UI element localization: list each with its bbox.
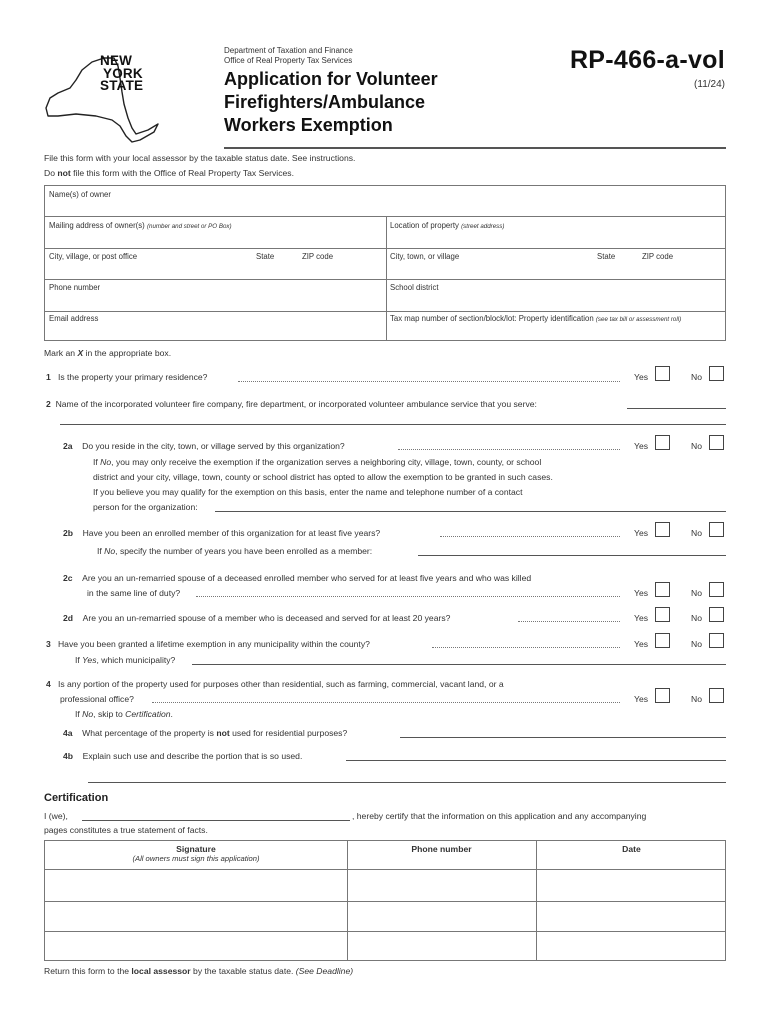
q2c-yes-label: Yes xyxy=(634,588,649,598)
q1-yes-checkbox[interactable] xyxy=(655,366,670,381)
question-4a: 4a What percentage of the property is not used for residential purposes? xyxy=(63,728,348,738)
q3-no-label: No xyxy=(691,639,702,649)
question-2c-line-2: in the same line of duty? xyxy=(87,588,181,598)
certification-statement: , hereby certify that the information on this application and any accompanying xyxy=(352,811,647,821)
signature-cell-3[interactable] xyxy=(45,932,347,961)
mailing-address-field[interactable]: Mailing address of owner(s) (number and street or PO Box) xyxy=(49,221,232,230)
signature-table xyxy=(44,840,726,961)
q1-no-label: No xyxy=(691,372,702,382)
question-4-line-2: professional office? xyxy=(60,694,134,704)
question-2d: 2d Are you an un-remarried spouse of a member who is deceased and served for at least 20 years? xyxy=(63,613,451,623)
phone-cell-1[interactable] xyxy=(348,870,536,901)
q2a-no-label: No xyxy=(691,441,702,451)
email-field[interactable]: Email address xyxy=(49,314,99,323)
certification-name-line[interactable] xyxy=(82,820,350,821)
q4-note: If No, skip to Certification. xyxy=(75,709,173,719)
question-3: 3 Have you been granted a lifetime exemption in any municipality within the county? xyxy=(46,639,370,649)
q2d-yes-checkbox[interactable] xyxy=(655,607,670,622)
phone-cell-3[interactable] xyxy=(348,932,536,961)
certification-statement-line-2: pages constitutes a true statement of facts. xyxy=(44,825,208,835)
q2a-yes-label: Yes xyxy=(634,441,649,451)
form-title: Application for Volunteer Firefighters/Ambulance Workers Exemption xyxy=(224,69,438,135)
header-rule xyxy=(224,147,726,149)
phone-field[interactable]: Phone number xyxy=(49,283,101,292)
phone-cell-2[interactable] xyxy=(348,902,536,931)
form-number: RP-466-a-vol xyxy=(569,46,725,74)
q2a-note-1: If No, you may only receive the exemption if the organization serves a neighboring city, village, town, county, or school xyxy=(93,457,542,467)
q4-no-label: No xyxy=(691,694,702,704)
q4-yes-checkbox[interactable] xyxy=(655,688,670,703)
q3-yes-checkbox[interactable] xyxy=(655,633,670,648)
q2a-contact-line[interactable] xyxy=(215,511,726,512)
leader-dots xyxy=(152,695,620,703)
question-2c-line-1: 2c Are you an un-remarried spouse of a deceased enrolled member who served for at least five years and who was killed xyxy=(63,573,532,583)
logo-wordmark: NEW YORK STATE xyxy=(100,53,144,93)
question-1: 1 Is the property your primary residence? xyxy=(46,372,208,382)
leader-dots xyxy=(432,640,620,648)
q2d-no-label: No xyxy=(691,613,702,623)
q2a-note-2: district and your city, village, town, county or school district has opted to allow the exemption to be granted in such cases. xyxy=(93,472,553,482)
mark-instruction: Mark an X in the appropriate box. xyxy=(44,348,172,358)
question-4b: 4b Explain such use and describe the portion that is so used. xyxy=(63,751,303,761)
q1-yes-label: Yes xyxy=(634,372,649,382)
return-instruction: Return this form to the local assessor by the taxable status date. (See Deadline) xyxy=(44,966,354,976)
leader-dots xyxy=(238,374,620,382)
property-city-field[interactable]: City, town, or village xyxy=(390,252,460,261)
q2b-years-line[interactable] xyxy=(418,555,726,556)
q4a-percentage-line[interactable] xyxy=(400,737,726,738)
signature-cell-1[interactable] xyxy=(45,870,347,901)
q1-no-checkbox[interactable] xyxy=(709,366,724,381)
owner-zip-field[interactable]: ZIP code xyxy=(302,252,334,261)
property-zip-field[interactable]: ZIP code xyxy=(642,252,674,261)
q2b-note: If No, specify the number of years you have been enrolled as a member: xyxy=(97,546,373,556)
q2c-no-label: No xyxy=(691,588,702,598)
property-state-field[interactable]: State xyxy=(597,252,616,261)
owner-city-field[interactable]: City, village, or post office xyxy=(49,252,138,261)
date-cell-1[interactable] xyxy=(537,870,726,901)
q2a-no-checkbox[interactable] xyxy=(709,435,724,450)
date-cell-3[interactable] xyxy=(537,932,726,961)
q3-no-checkbox[interactable] xyxy=(709,633,724,648)
date-cell-2[interactable] xyxy=(537,902,726,931)
intro-line-1: File this form with your local assessor by the taxable status date. See instructions. xyxy=(44,153,356,163)
owner-state-field[interactable]: State xyxy=(256,252,275,261)
question-2: 2 Name of the incorporated volunteer fire company, fire department, or incorporated volunteer ambulance service that you serve: xyxy=(46,399,537,409)
signature-column-header: Signature (All owners must sign this application) xyxy=(132,844,260,863)
q2d-yes-label: Yes xyxy=(634,613,649,623)
q4b-explain-line-2[interactable] xyxy=(88,782,726,783)
leader-dots xyxy=(196,589,620,597)
q2b-no-checkbox[interactable] xyxy=(709,522,724,537)
q4-yes-label: Yes xyxy=(634,694,649,704)
q4-no-checkbox[interactable] xyxy=(709,688,724,703)
certification-heading: Certification xyxy=(44,792,109,804)
department-name: Department of Taxation and Finance Office of Real Property Tax Services xyxy=(224,46,353,65)
owner-name-field[interactable]: Name(s) of owner xyxy=(49,190,111,199)
q2a-note-4: person for the organization: xyxy=(93,502,198,512)
q2b-yes-label: Yes xyxy=(634,528,649,538)
q4b-explain-line-1[interactable] xyxy=(346,760,726,761)
leader-dots xyxy=(518,614,620,622)
question-4-line-1: 4 Is any portion of the property used for purposes other than residential, such as farming, commercial, vacant land, or a xyxy=(46,679,504,689)
owner-info-grid xyxy=(44,185,726,341)
question-2a: 2a Do you reside in the city, town, or village served by this organization? xyxy=(63,441,345,451)
q2b-yes-checkbox[interactable] xyxy=(655,522,670,537)
q2a-yes-checkbox[interactable] xyxy=(655,435,670,450)
form-revision-date: (11/24) xyxy=(694,79,725,90)
q3-note: If Yes, which municipality? xyxy=(75,655,176,665)
certification-iwe: I (we), xyxy=(44,811,68,821)
q3-municipality-line[interactable] xyxy=(192,664,726,665)
q2c-no-checkbox[interactable] xyxy=(709,582,724,597)
leader-dots xyxy=(398,442,620,450)
school-district-field[interactable]: School district xyxy=(390,283,439,292)
q2c-yes-checkbox[interactable] xyxy=(655,582,670,597)
q2d-no-checkbox[interactable] xyxy=(709,607,724,622)
leader-dots xyxy=(440,529,620,537)
intro-line-2: Do not file this form with the Office of Real Property Tax Services. xyxy=(44,168,294,178)
question-2b: 2b Have you been an enrolled member of this organization for at least five years? xyxy=(63,528,381,538)
date-column-header: Date xyxy=(622,844,641,854)
q2b-no-label: No xyxy=(691,528,702,538)
signature-cell-2[interactable] xyxy=(45,902,347,931)
q3-yes-label: Yes xyxy=(634,639,649,649)
phone-column-header: Phone number xyxy=(411,844,472,854)
q2-answer-line-1[interactable] xyxy=(627,408,726,409)
tax-map-field[interactable]: Tax map number of section/block/lot: Property identification (see tax bill or assessment roll) xyxy=(390,314,682,323)
q2a-note-3: If you believe you may qualify for the exemption on this basis, enter the name and telephone number of a contact xyxy=(93,487,523,497)
property-location-field[interactable]: Location of property (street address) xyxy=(390,221,505,230)
q2-answer-line-2[interactable] xyxy=(60,424,726,425)
